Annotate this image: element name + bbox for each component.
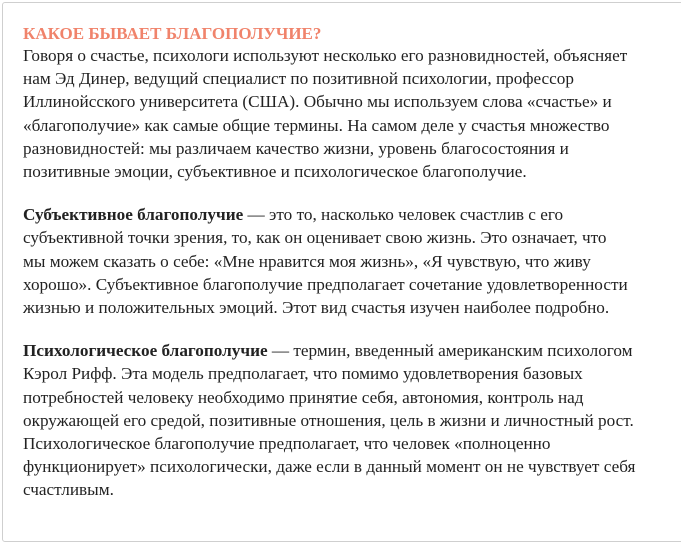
text-line: нам Эд Динер, ведущий специалист по позитивной психологии, профессор <box>23 69 574 89</box>
text-line: счастливым. <box>23 480 114 500</box>
text-line: разновидностей: мы различаем качество жизни, уровень благосостояния и <box>23 138 569 158</box>
article-content <box>23 24 681 522</box>
text-line: хорошо». Субъективное благополучие предполагает сочетание удовлетворенности <box>23 274 628 294</box>
paragraph-subjective <box>23 203 681 319</box>
text-line: функционирует» психологически, даже если в данный момент он не чувствует себя <box>23 457 636 477</box>
text-line: мы можем сказать о себе: «Мне нравится моя жизнь», «Я чувствую, что живу <box>23 251 591 271</box>
section-heading: КАКОЕ БЫВАЕТ БЛАГОПОЛУЧИЕ? <box>23 24 322 43</box>
term-subjective: Субъективное благополучие <box>23 205 244 225</box>
text-line: позитивные эмоции, субъективное и психологическое благополучие. <box>23 162 527 182</box>
text-fragment: — это то, насколько человек счастлив с его <box>243 205 564 225</box>
text-line <box>23 339 681 362</box>
term-psychological: Психологическое благополучие <box>23 341 268 361</box>
text-line: Иллинойсского университета (США). Обычно мы используем слова «счастье» и <box>23 92 612 112</box>
text-line: Кэрол Рифф. Эта модель предполагает, что помимо удовлетворения базовых <box>23 364 583 384</box>
text-fragment: — термин, введенный американским психологом <box>267 341 633 361</box>
text-line: Психологическое благополучие предполагает, что человек «полноценно <box>23 434 551 454</box>
text-line: Говоря о счастье, психологи используют несколько его разновидностей, объясняет <box>23 46 628 65</box>
text-line: жизнью и положительных эмоций. Этот вид счастья изучен наиболее подробно. <box>23 298 610 318</box>
text-line: окружающей его средой, позитивные отношения, цель в жизни и личностный рост. <box>23 410 634 430</box>
text-line <box>23 203 681 226</box>
paragraph-psychological <box>23 339 681 501</box>
text-line: потребностей человеку необходимо принятие себя, автономия, контроль над <box>23 387 584 407</box>
text-line: субъективной точки зрения, то, как он оценивает свою жизнь. Это означает, что <box>23 228 607 248</box>
text-line: «благополучие» как самые общие термины. На самом деле у счастья множество <box>23 115 610 135</box>
paragraph-intro <box>23 44 681 183</box>
